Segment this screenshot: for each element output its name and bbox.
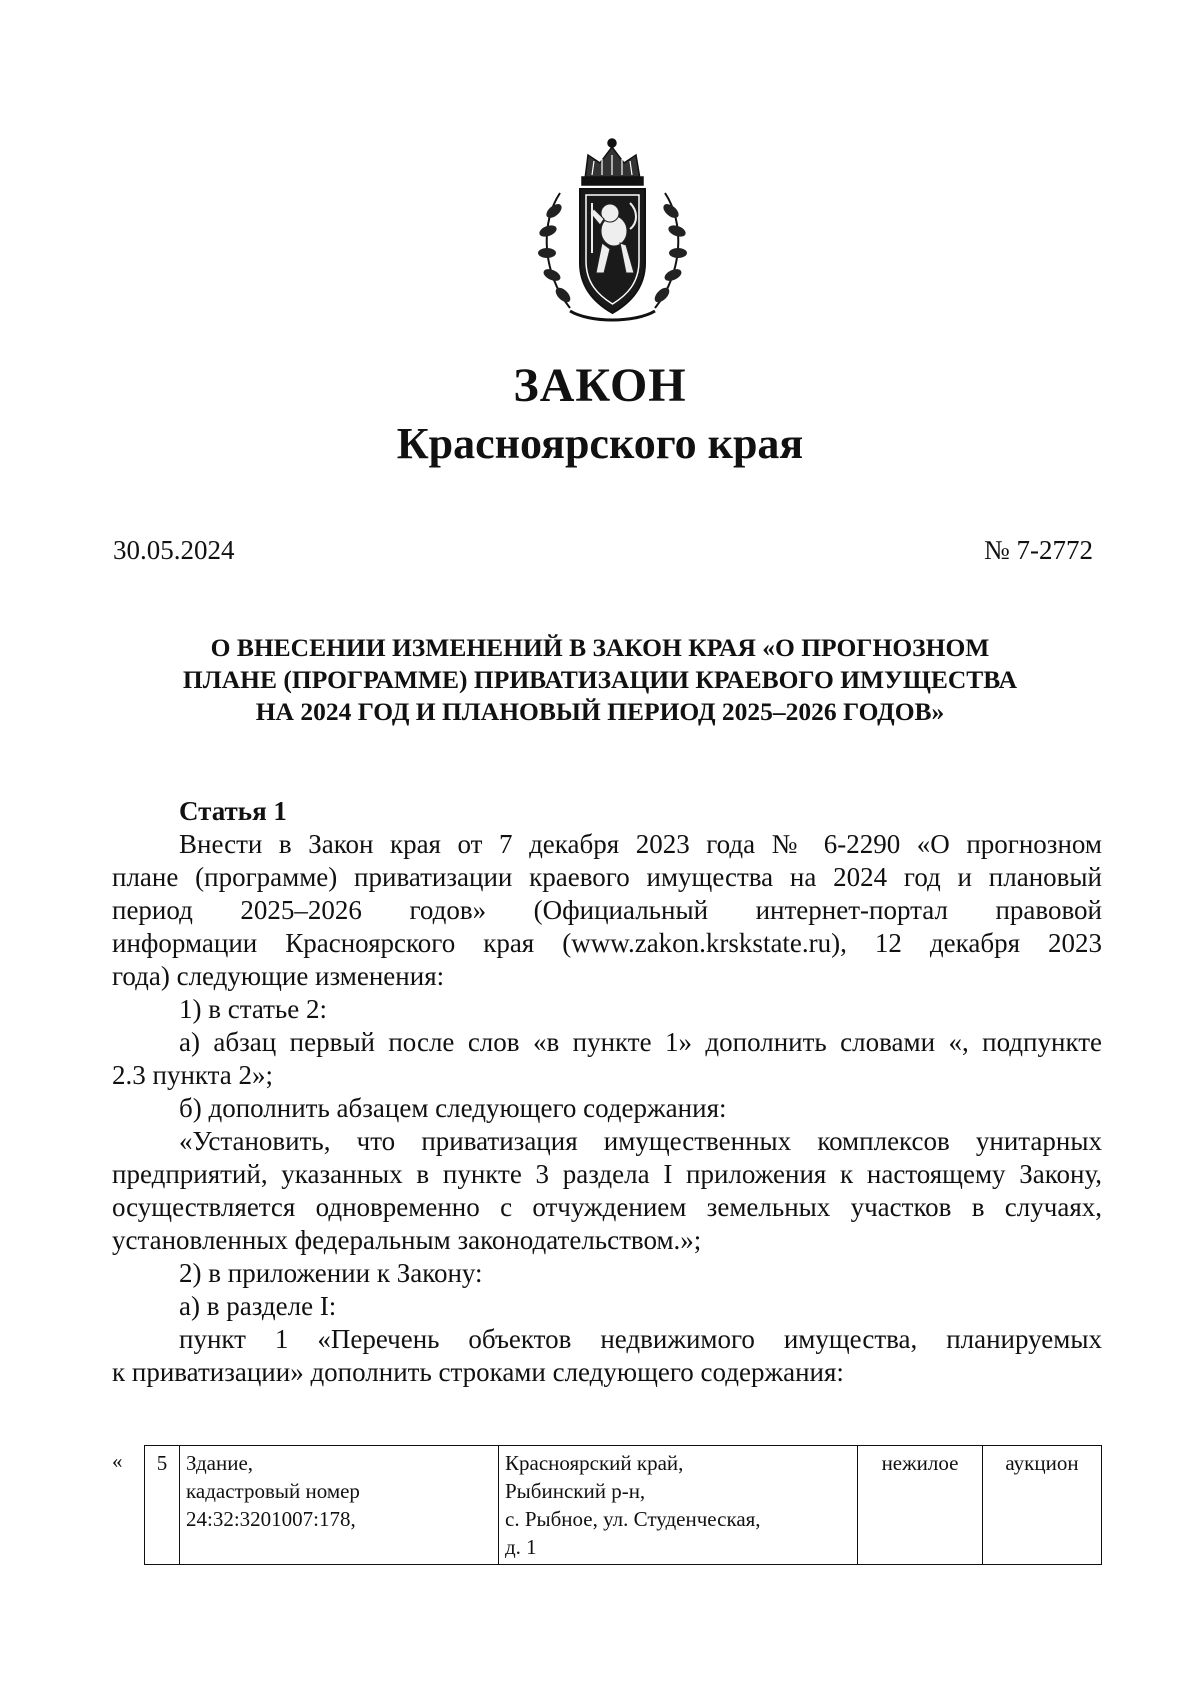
address-line: Рыбинский р-н, bbox=[505, 1479, 646, 1503]
document-issuer-subtitle: Красноярского края bbox=[396, 419, 804, 468]
law-date: 30.05.2024 bbox=[113, 535, 235, 565]
table-open-quote: « bbox=[112, 1449, 123, 1473]
law-heading-line: О ВНЕСЕНИИ ИЗМЕНЕНИЙ В ЗАКОН КРАЯ «О ПРОГНОЗНОМ bbox=[210, 633, 990, 662]
document-type-title: ЗАКОН bbox=[513, 359, 687, 412]
paragraph-line: а) абзац первый после слов «в пункте 1» дополнить словами «, подпункте bbox=[179, 1027, 1102, 1057]
paragraph-line: 2.3 пункта 2»; bbox=[112, 1060, 274, 1090]
paragraph-line: 2) в приложении к Закону: bbox=[179, 1258, 483, 1288]
law-heading-line: ПЛАНЕ (ПРОГРАММЕ) ПРИВАТИЗАЦИИ КРАЕВОГО ИМУЩЕСТВА bbox=[182, 665, 1018, 694]
address-line: Красноярский край, bbox=[505, 1451, 684, 1475]
paragraph-line: «Установить, что приватизация имущественных комплексов унитарных bbox=[179, 1126, 1102, 1156]
paragraph-line: осуществляется одновременно с отчуждением земельных участков в случаях, bbox=[112, 1192, 1102, 1222]
paragraph-line: Внести в Закон края от 7 декабря 2023 года № 6-2290 «О прогнозном bbox=[179, 829, 1102, 859]
coat-of-arms-icon bbox=[530, 133, 695, 333]
law-number: № 7-2772 bbox=[983, 535, 1093, 565]
object-name-cell bbox=[180, 1446, 499, 1565]
paragraph-line: а) в разделе I: bbox=[179, 1291, 337, 1321]
property-table-grid bbox=[144, 1445, 1102, 1565]
law-heading bbox=[100, 632, 1100, 728]
paragraph-line: плане (программе) приватизации краевого имущества на 2024 год и плановый bbox=[112, 862, 1102, 892]
article-heading: Статья 1 bbox=[179, 796, 287, 826]
row-number-cell: 5 bbox=[145, 1446, 180, 1565]
object-name-line: Здание, bbox=[186, 1451, 254, 1475]
privatization-method-cell: аукцион bbox=[983, 1446, 1102, 1565]
object-name-line: 24:32:3201007:178, bbox=[186, 1507, 356, 1531]
paragraph-line: б) дополнить абзацем следующего содержания: bbox=[179, 1093, 727, 1123]
law-heading-line: НА 2024 ГОД И ПЛАНОВЫЙ ПЕРИОД 2025–2026 ГОДОВ» bbox=[255, 697, 945, 726]
paragraph-line: года) следующие изменения: bbox=[112, 961, 445, 991]
object-address-cell bbox=[499, 1446, 858, 1565]
property-table bbox=[104, 1445, 1104, 1561]
address-line: с. Рыбное, ул. Студенческая, bbox=[505, 1507, 761, 1531]
paragraph-line: к приватизации» дополнить строками следующего содержания: bbox=[112, 1357, 844, 1387]
table-row bbox=[145, 1446, 1102, 1565]
paragraph-line: предприятий, указанных в пункте 3 раздела I приложения к настоящему Закону, bbox=[112, 1159, 1102, 1189]
object-name-line: кадастровый номер bbox=[186, 1479, 360, 1503]
paragraph-line: 1) в статье 2: bbox=[179, 994, 327, 1024]
paragraph-line: установленных федеральным законодательством.»; bbox=[112, 1225, 702, 1255]
address-line: д. 1 bbox=[505, 1535, 537, 1559]
paragraph-line: информации Красноярского края (www.zakon.krskstate.ru), 12 декабря 2023 bbox=[112, 928, 1102, 958]
object-type-cell: нежилое bbox=[858, 1446, 983, 1565]
paragraph-line: пункт 1 «Перечень объектов недвижимого имущества, планируемых bbox=[179, 1324, 1102, 1354]
paragraph-line: период 2025–2026 годов» (Официальный интернет-портал правовой bbox=[112, 895, 1102, 925]
